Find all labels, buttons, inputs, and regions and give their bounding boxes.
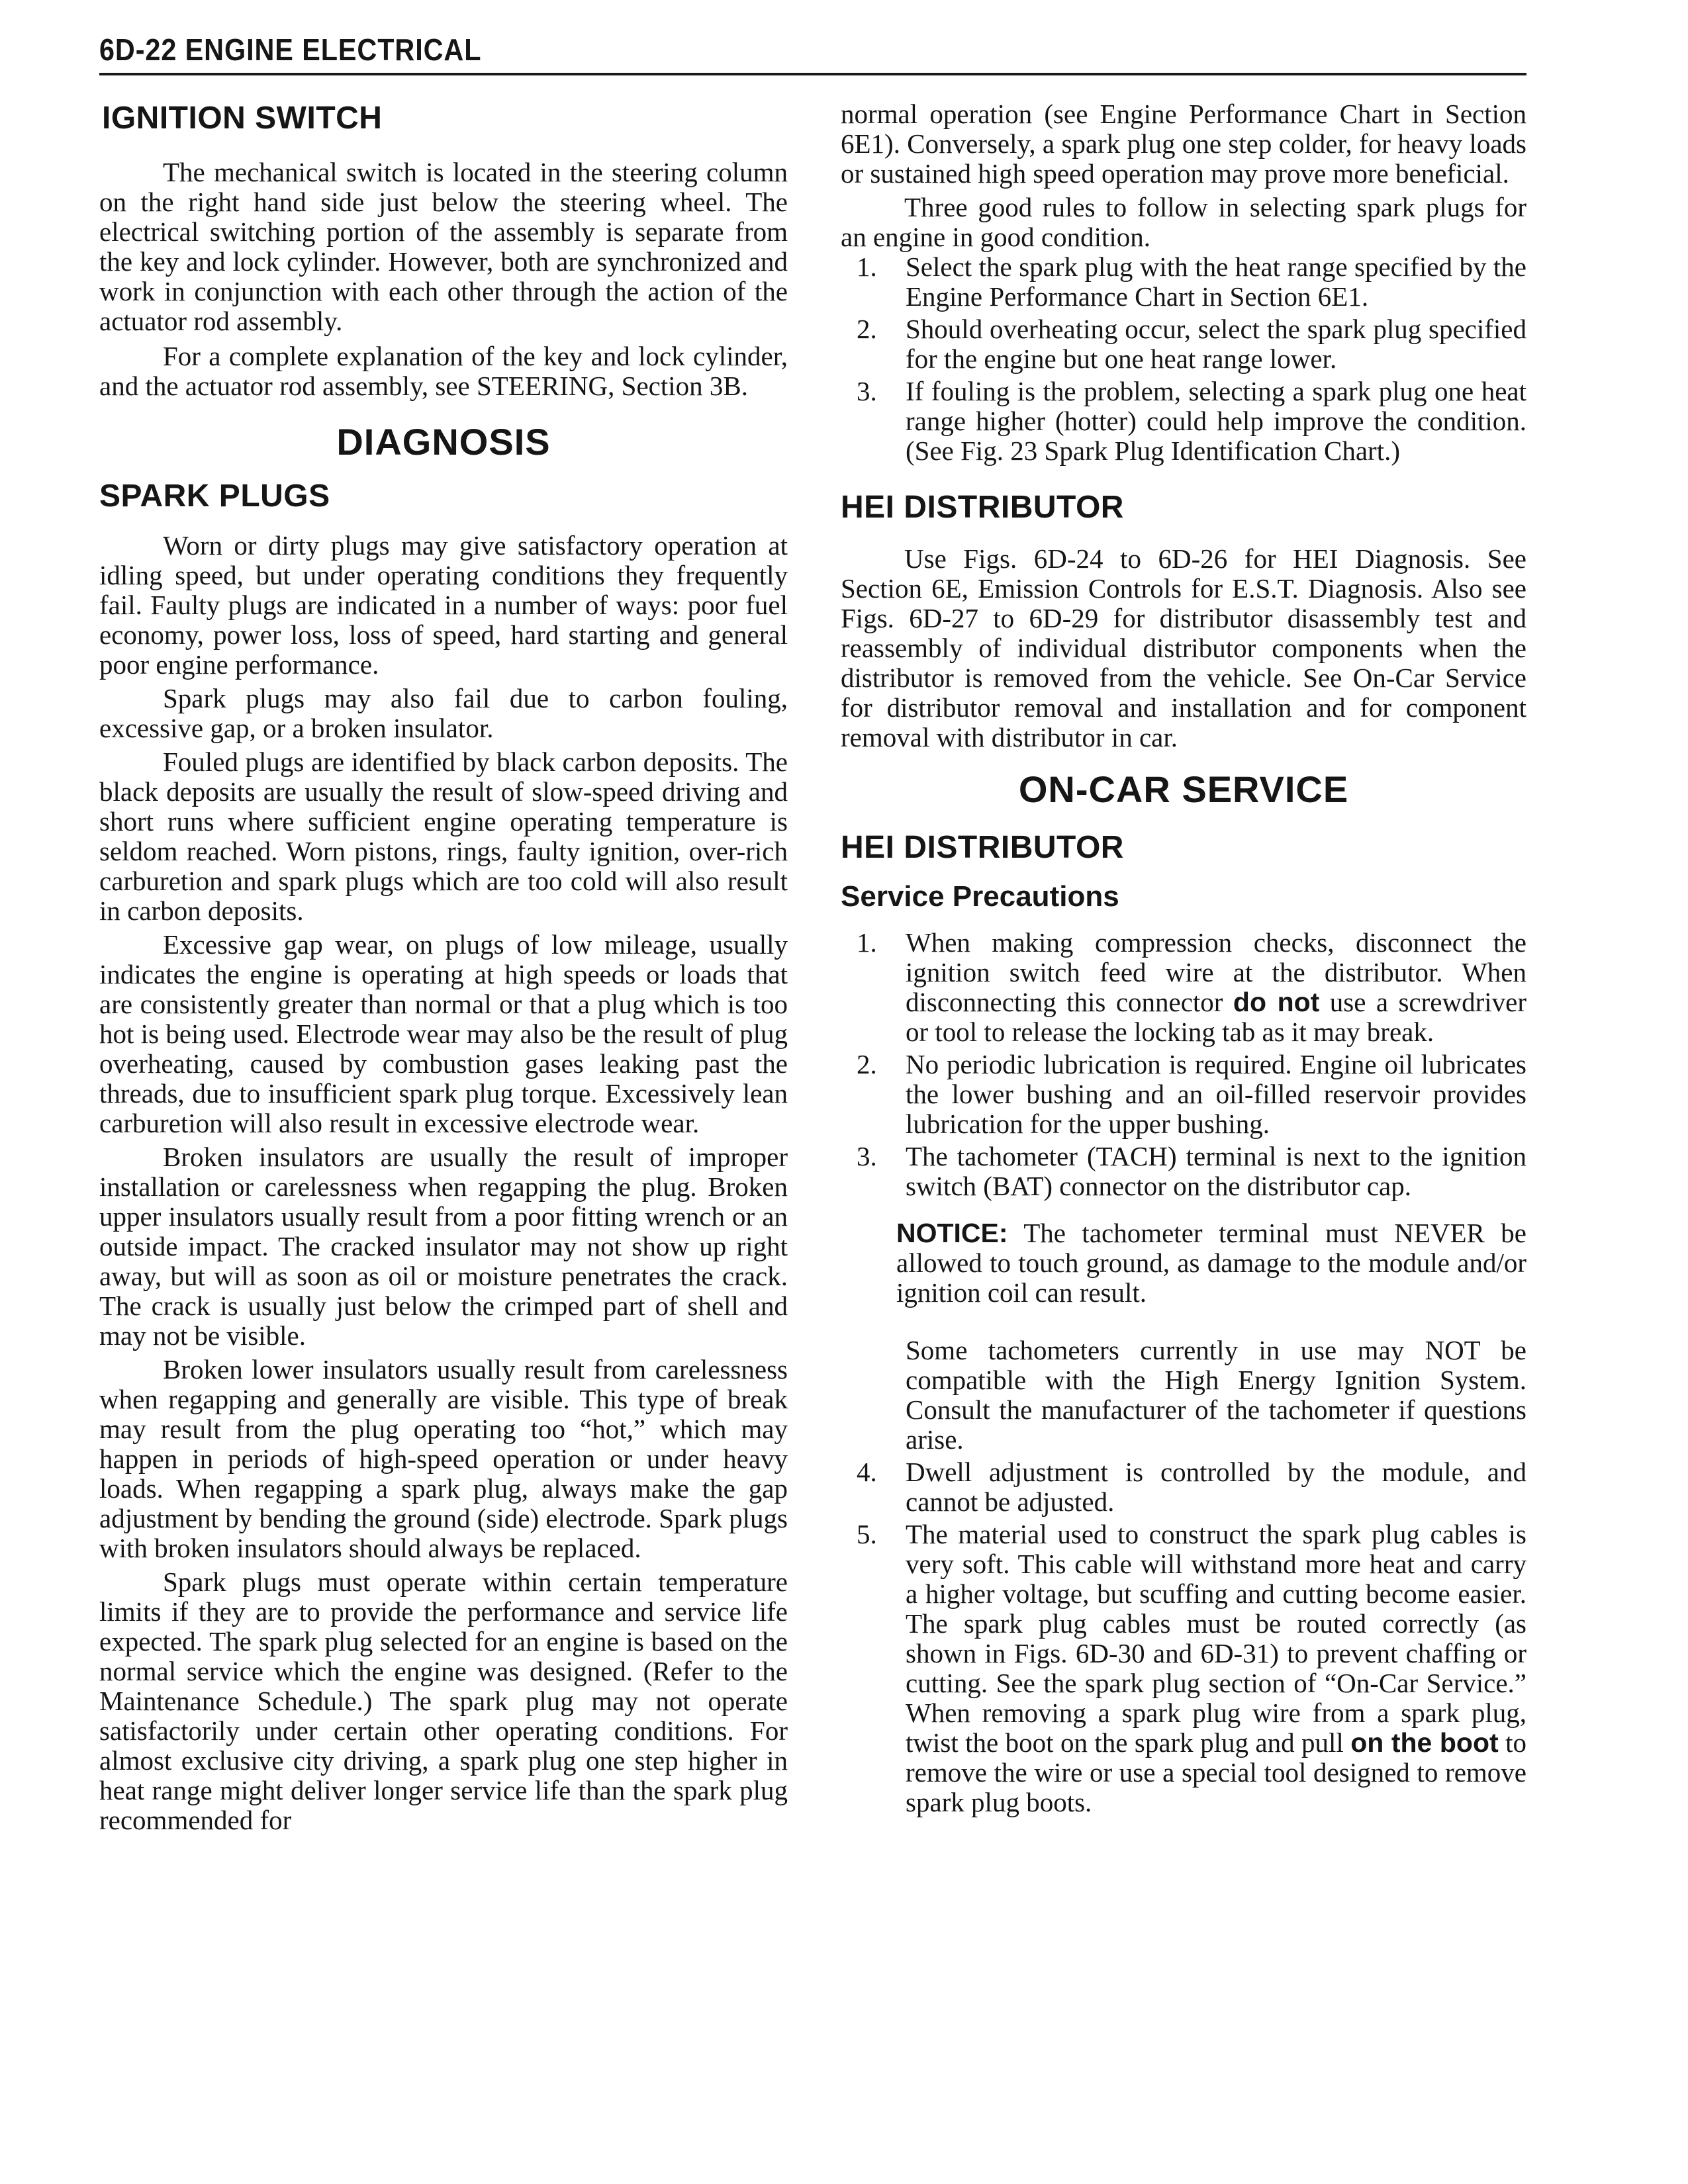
rule-number: 1. [857, 251, 877, 282]
precaution-text: When making compression checks, disconnect the ignition switch feed wire at the distributor. When disconnecting this connector [906, 927, 1526, 1018]
precaution-number: 5. [857, 1519, 877, 1550]
service-precautions-heading: Service Precautions [841, 880, 1119, 913]
spark-paragraph-2: Spark plugs may also fail due to carbon fouling, excessive gap, or a broken insulator. [99, 683, 788, 744]
tachometer-note: Some tachometers currently in use may NOT be compatible with the High Energy Ignition System. Consult the manufacturer of the tachometer if questions arise. [906, 1335, 1526, 1455]
on-the-boot-emphasis: on the boot [1350, 1727, 1499, 1758]
precaution-text: No periodic lubrication is required. Engine oil lubricates the lower bushing and an oil-filled reservoir provides lubrication for the upper bushing. [906, 1049, 1526, 1140]
do-not-emphasis: do not [1233, 987, 1320, 1018]
precaution-number: 4. [857, 1457, 877, 1488]
spark-paragraph-6: Broken lower insulators usually result from carelessness when regapping and generally are visible. This type of break may result from the plug operating too “hot,” which may happen in periods of high-speed operation or under heavy loads. When regapping a spark plug, always make the gap adjustment by bending the ground (side) electrode. Spark plugs with broken insulators should always be replaced. [99, 1354, 788, 1564]
precaution-text: The tachometer (TACH) terminal is next to the ignition switch (BAT) connector on the distributor cap. [906, 1141, 1526, 1202]
precaution-number: 1. [857, 927, 877, 958]
precaution-text: to remove the wire or use a special tool designed to remove spark plug boots. [906, 1727, 1526, 1818]
spark-paragraph-4: Excessive gap wear, on plugs of low mileage, usually indicates the engine is operating at high speeds or loads that are consistently greater than normal or that a plug which is too hot is being used. Electrode wear may also be the result of plug overheating, caused by combustion gases leaking past the threads, due to insufficient spark plug torque. Excessively lean carburetion will also result in excessive electrode wear. [99, 929, 788, 1139]
rule-number: 3. [857, 376, 877, 406]
precautions-list-continued [841, 1457, 1526, 1817]
precaution-item [841, 1142, 1526, 1201]
rule-item [841, 377, 1526, 466]
hei-distributor-heading-2: HEI DISTRIBUTOR [841, 829, 1124, 865]
diagnosis-heading: DIAGNOSIS [336, 420, 551, 463]
ignition-paragraph-2: For a complete explanation of the key and lock cylinder, and the actuator rod assembly, see STEERING, Section 3B. [99, 340, 788, 401]
hei-paragraph: Use Figs. 6D-24 to 6D-26 for HEI Diagnosis. See Section 6E, Emission Controls for E.S.T. Diagnosis. Also see Figs. 6D-27 to 6D-29 for distributor disassembly test and reassembly of individual distributor components when the distributor is removed from the vehicle. See On-Car Service for distributor removal and installation and for component removal with distributor in car. [841, 543, 1526, 752]
ignition-paragraph-1: The mechanical switch is located in the steering column on the right hand side just below the steering wheel. The electrical switching portion of the assembly is separate from the key and lock cylinder. However, both are synchronized and work in conjunction with each other through the action of the actuator rod assembly. [99, 156, 788, 336]
hei-distributor-heading: HEI DISTRIBUTOR [841, 490, 1124, 525]
notice-block [896, 1218, 1526, 1308]
rule-text: Select the spark plug with the heat range specified by the Engine Performance Chart in Section 6E1. [906, 251, 1526, 312]
spark-paragraph-1: Worn or dirty plugs may give satisfactory operation at idling speed, but under operating conditions they frequently fail. Faulty plugs are indicated in a number of ways: poor fuel economy, power loss, loss of speed, hard starting and general poor engine performance. [99, 530, 788, 680]
page-header-title: 6D-22 ENGINE ELECTRICAL [99, 32, 482, 67]
right-column [841, 99, 1526, 1817]
ignition-switch-heading: IGNITION SWITCH [102, 101, 383, 136]
page-header [99, 24, 1526, 75]
continued-paragraph: normal operation (see Engine Performance Chart in Section 6E1). Conversely, a spark plug one step colder, for heavy loads or sustained high speed operation may prove more beneficial. [841, 99, 1526, 189]
spark-paragraph-5: Broken insulators are usually the result of improper installation or carelessness when regapping the plug. Broken upper insulators usually result from a poor fitting wrench or an outside impact. The cracked insulator may not show up right away, but will as soon as oil or moisture penetrates the crack. The crack is usually just below the crimped part of shell and may not be visible. [99, 1142, 788, 1351]
rule-item [841, 314, 1526, 374]
precaution-number: 2. [857, 1049, 877, 1080]
precaution-item [841, 928, 1526, 1047]
precaution-text: use a screwdriver or tool to release the locking tab as it may break. [906, 987, 1526, 1048]
spark-plugs-heading: SPARK PLUGS [99, 478, 330, 514]
precaution-text: The material used to construct the spark plug cables is very soft. This cable will withstand more heat and carry a higher voltage, but scuffing and cutting become easier. The spark plug cables must be routed correctly (as shown in Figs. 6D-30 and 6D-31) to prevent chaffing or cutting. See the spark plug section of “On-Car Service.” When removing a spark plug wire from a spark plug, twist the boot on the spark plug and pull [906, 1519, 1526, 1758]
on-car-service-heading: ON-CAR SERVICE [1018, 768, 1349, 810]
spark-paragraph-3: Fouled plugs are identified by black carbon deposits. The black deposits are usually the result of slow-speed driving and short runs where sufficient engine operating temperature is seldom reached. Worn pistons, rings, faulty ignition, over-rich carburetion and spark plugs which are too cold will also result in carbon deposits. [99, 747, 788, 927]
precaution-item [841, 1457, 1526, 1517]
rule-number: 2. [857, 314, 877, 344]
rule-text: Should overheating occur, select the spark plug specified for the engine but one heat range lower. [906, 314, 1526, 374]
precaution-item [841, 1520, 1526, 1817]
precaution-number: 3. [857, 1141, 877, 1172]
rules-intro: Three good rules to follow in selecting spark plugs for an engine in good condition. [841, 192, 1526, 252]
precaution-text: Dwell adjustment is controlled by the module, and cannot be adjusted. [906, 1457, 1526, 1518]
spark-paragraph-7: Spark plugs must operate within certain temperature limits if they are to provide the performance and service life expected. The spark plug selected for an engine is based on the normal service which the engine was designed. (Refer to the Maintenance Schedule.) The spark plug may not operate satisfactorily under certain other operating conditions. For almost exclusive city driving, a spark plug one step higher in heat range might deliver longer service life than the spark plug recommended for [99, 1567, 788, 1836]
precaution-item [841, 1050, 1526, 1139]
rule-text: If fouling is the problem, selecting a spark plug one heat range higher (hotter) could help improve the condition. (See Fig. 23 Spark Plug Identification Chart.) [906, 376, 1526, 466]
rule-item [841, 252, 1526, 312]
notice-text: The tachometer terminal must NEVER be allowed to touch ground, as damage to the module and/or ignition coil can result. [896, 1218, 1526, 1308]
rules-list [841, 252, 1526, 466]
notice-label: NOTICE: [896, 1218, 1008, 1249]
precautions-list [841, 928, 1526, 1201]
left-column [99, 99, 788, 1835]
